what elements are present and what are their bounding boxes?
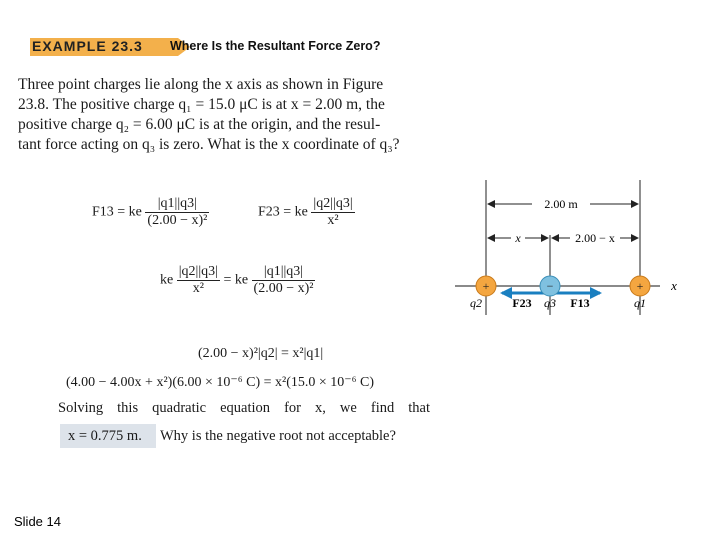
equation-line-1: (2.00 − x)²|q2| = x²|q1| <box>198 346 324 361</box>
follow-up-question: Why is the negative root not acceptable? <box>160 428 396 444</box>
q1-label: q1 <box>634 296 646 310</box>
balance-rhs-fraction <box>252 264 316 297</box>
minus-sign: − <box>546 279 554 293</box>
distance-label: 2.00 m <box>544 197 578 211</box>
axis-label: x <box>671 278 677 293</box>
f13-label: F13 <box>570 296 590 310</box>
balance-equals: = ke <box>223 272 249 288</box>
plus-sign: + <box>636 279 644 293</box>
f23-lhs: F23 = ke <box>258 204 308 220</box>
balance-rhs-denominator: (2.00 − x)² <box>253 281 314 296</box>
q1-charge <box>630 276 650 296</box>
q2-charge <box>476 276 496 296</box>
plus-sign: + <box>482 279 490 293</box>
q3-charge <box>540 276 560 296</box>
f13-equation <box>92 196 209 229</box>
f13-fraction <box>145 196 209 229</box>
remainder-label: 2.00 − x <box>575 231 615 245</box>
balance-rhs-numerator: |q1||q3| <box>252 264 316 281</box>
f23-equation <box>258 196 355 229</box>
problem-line: positive charge q₂ = 6.00 μC is at the origin, and the resul- <box>18 116 381 133</box>
example-header <box>32 38 172 56</box>
balance-lhs-denominator: x² <box>192 281 204 296</box>
solving-text: Solving this quadratic equation for x, we find that <box>58 400 430 416</box>
f13-numerator: |q1||q3| <box>145 196 209 213</box>
slide-number: Slide 14 <box>14 514 61 529</box>
q3-label: q3 <box>544 296 556 310</box>
problem-statement <box>18 75 450 155</box>
f23-denominator: x² <box>327 213 339 228</box>
balance-lhs-fraction <box>177 264 220 297</box>
x-segment-label: x <box>515 231 521 245</box>
balance-equation <box>160 264 315 297</box>
problem-line: tant force acting on q₃ is zero. What is the x coordinate of q₃? <box>18 136 400 153</box>
charge-diagram <box>450 175 690 325</box>
f23-label: F23 <box>512 296 532 310</box>
f13-denominator: (2.00 − x)² <box>147 213 208 228</box>
problem-line: Three point charges lie along the x axis as shown in Figure <box>18 76 384 93</box>
balance-lhs-ke: ke <box>160 272 174 288</box>
f13-lhs: F13 = ke <box>92 204 142 220</box>
answer-value: x = 0.775 m. <box>68 428 142 444</box>
problem-line: 23.8. The positive charge q₁ = 15.0 μC is at x = 2.00 m, the <box>18 96 385 113</box>
f23-fraction <box>311 196 354 229</box>
f23-numerator: |q2||q3| <box>313 196 353 211</box>
q2-label: q2 <box>470 296 482 310</box>
balance-lhs-numerator: |q2||q3| <box>178 264 218 279</box>
equation-line-2: (4.00 − 4.00x + x²)(6.00 × 10⁻⁶ C) = x²(15.0 × 10⁻⁶ C) <box>66 375 375 390</box>
example-label: EXAMPLE 23.3 <box>32 38 143 54</box>
example-title: Where Is the Resultant Force Zero? <box>170 39 381 53</box>
